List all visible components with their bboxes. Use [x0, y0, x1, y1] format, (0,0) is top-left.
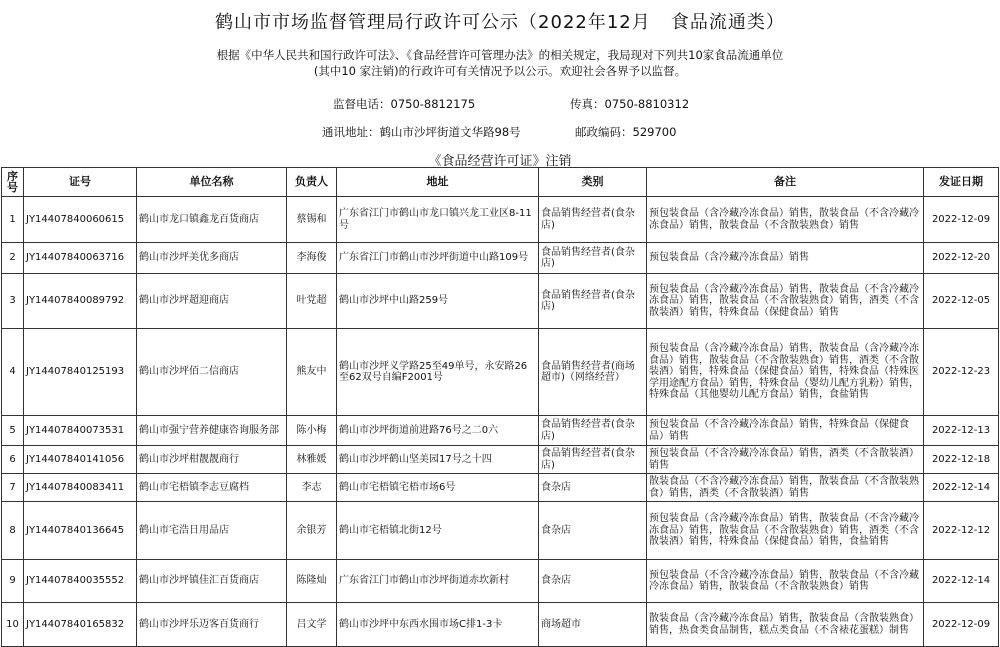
cell-seq: 9	[2, 560, 24, 603]
postcode-value: 529700	[632, 125, 677, 139]
cell-cert: JY14407840089792	[24, 274, 137, 329]
section-subtitle: 《食品经营许可证》注销	[428, 154, 572, 169]
cell-category: 食品销售经营者(食杂店)	[539, 274, 647, 329]
cell-date: 2022-12-14	[924, 560, 999, 603]
cell-address: 广东省江门市鹤山市沙坪街道中山路109号	[337, 243, 539, 274]
cell-remark: 预包装食品（不含冷藏冷冻食品）销售，散装食品（不含冷藏冷冻食品）销售，散装食品（不含散装熟食）销售	[647, 560, 924, 603]
cell-remark: 预包装食品（不含冷藏冷冻食品）销售，酒类（不含散装酒）销售	[647, 446, 924, 474]
cell-person: 陈小梅	[287, 416, 337, 446]
table-row	[2, 329, 999, 416]
cell-address: 鹤山市沙坪中东西水围市场C排1-3卡	[337, 603, 539, 647]
cell-category: 食品销售经营者(食杂店)	[539, 197, 647, 243]
cell-cert: JY14407840063716	[24, 243, 137, 274]
cell-unit: 鹤山市沙坪佰二信商店	[137, 329, 287, 416]
header-unit: 单位名称	[137, 168, 287, 197]
cell-person: 熊友中	[287, 329, 337, 416]
cell-cert: JY14407840060615	[24, 197, 137, 243]
cell-date: 2022-12-14	[924, 474, 999, 502]
cell-remark: 预包装食品（含冷藏冷冻食品）销售，散装食品（不含冷藏冷冻食品）销售，散装食品（不含散装熟食）销售，酒类（不含散装酒）销售，特殊食品（保健食品）销售，食盐销售	[647, 502, 924, 560]
cell-category: 食品销售经营者(食杂店)	[539, 243, 647, 274]
cell-seq: 1	[2, 197, 24, 243]
cell-date: 2022-12-12	[924, 502, 999, 560]
cell-cert: JY14407840125193	[24, 329, 137, 416]
cell-unit: 鹤山市龙口镇鑫龙百货商店	[137, 197, 287, 243]
address-value: 鹤山市沙坪街道文华路98号	[379, 125, 521, 139]
header-remark: 备注	[647, 168, 924, 197]
cell-category: 食品销售经营者(食杂店)	[539, 446, 647, 474]
cell-address: 广东省江门市鹤山市龙口镇兴龙工业区8-11号	[337, 197, 539, 243]
cell-address: 鹤山市沙坪街道前进路76号之二0六	[337, 416, 539, 446]
cell-address: 广东省江门市鹤山市沙坪街道赤坎新村	[337, 560, 539, 603]
cell-cert: JY14407840141056	[24, 446, 137, 474]
cell-cert: JY14407840073531	[24, 416, 137, 446]
postcode-label: 邮政编码：	[575, 125, 633, 139]
cell-unit: 鹤山市宅梧镇李志豆腐档	[137, 474, 287, 502]
cell-category: 食品销售经营者(商场超市)（网络经营）	[539, 329, 647, 416]
cell-date: 2022-12-09	[924, 197, 999, 243]
table-row	[2, 197, 999, 243]
header-person: 负责人	[287, 168, 337, 197]
cell-seq: 4	[2, 329, 24, 416]
cell-address: 鹤山市沙坪鹤山坚美园17号之十四	[337, 446, 539, 474]
cell-seq: 8	[2, 502, 24, 560]
cell-cert: JY14407840165832	[24, 603, 137, 647]
cell-person: 李志	[287, 474, 337, 502]
cell-seq: 3	[2, 274, 24, 329]
cell-remark: 预包装食品（含冷藏冷冻食品）销售，散装食品（含冷藏冷冻食品）销售，散装食品（不含散装熟食）销售，酒类（不含散装酒）销售，特殊食品（保健食品）销售，特殊食品（特殊医学用途配方食品）销售，特殊食品（婴幼儿配方乳粉）销售，特殊食品（其他婴幼儿配方食品）销售，食盐销售	[647, 329, 924, 416]
cell-category: 食杂店	[539, 502, 647, 560]
fax-value: 0750-8810312	[604, 97, 690, 111]
header-category: 类别	[539, 168, 647, 197]
cell-cert: JY14407840136645	[24, 502, 137, 560]
intro-line-2: (其中10 家注销)的行政许可有关情况予以公示。欢迎社会各界予以监督。	[313, 64, 687, 78]
address-info	[322, 124, 521, 140]
page-title: 鹤山市市场监督管理局行政许可公示（2022年12月 食品流通类）	[215, 12, 785, 33]
cell-remark: 预包装食品（不含冷藏冷冻食品）销售，特殊食品（保健食品）销售	[647, 416, 924, 446]
cell-unit: 鹤山市强宁营养健康咨询服务部	[137, 416, 287, 446]
header-cert: 证号	[24, 168, 137, 197]
cell-seq: 6	[2, 446, 24, 474]
cell-category: 食杂店	[539, 474, 647, 502]
cell-unit: 鹤山市沙坪柑靓靓商行	[137, 446, 287, 474]
cell-unit: 鹤山市沙坪乐迈客百货商行	[137, 603, 287, 647]
cell-person: 林雅媛	[287, 446, 337, 474]
phone-value: 0750-8812175	[390, 97, 476, 111]
cell-category: 商场超市	[539, 603, 647, 647]
cell-remark: 散装食品（不含冷藏冷冻食品）销售，散装食品（不含散装熟食）销售，酒类（不含散装酒）销售	[647, 474, 924, 502]
phone-label: 监督电话：	[333, 97, 391, 111]
cell-address: 鹤山市沙坪中山路259号	[337, 274, 539, 329]
fax-label: 传真：	[570, 97, 605, 111]
cell-seq: 5	[2, 416, 24, 446]
cell-seq: 2	[2, 243, 24, 274]
cell-person: 吕文学	[287, 603, 337, 647]
cell-category: 食品销售经营者(食杂店)	[539, 416, 647, 446]
cell-cert: JY14407840035552	[24, 560, 137, 603]
table-row	[2, 243, 999, 274]
cell-person: 蔡锡和	[287, 197, 337, 243]
cell-person: 余银芳	[287, 502, 337, 560]
header-seq: 序号	[2, 168, 24, 197]
cell-address: 鹤山市沙坪义学路25至49单号，永安路26至62双号自编F2001号	[337, 329, 539, 416]
table-row	[2, 446, 999, 474]
license-table	[1, 167, 999, 647]
cell-unit: 鹤山市宅浩日用品店	[137, 502, 287, 560]
intro-line-1: 根据《中华人民共和国行政许可法》、《食品经营许可管理办法》的相关规定，我局现对下列共10家食品流通单位	[216, 48, 784, 62]
table-header-row	[2, 168, 999, 197]
header-address: 地址	[337, 168, 539, 197]
table-row	[2, 502, 999, 560]
cell-person: 陈隆灿	[287, 560, 337, 603]
intro-text	[60, 47, 940, 79]
cell-remark: 散装食品（含冷藏冷冻食品）销售，散装食品（含散装熟食）销售，热食类食品制售，糕点类食品（不含裱花蛋糕）制售	[647, 603, 924, 647]
cell-date: 2022-12-23	[924, 329, 999, 416]
cell-unit: 鹤山市沙坪超迎商店	[137, 274, 287, 329]
cell-remark: 预包装食品（含冷藏冷冻食品）销售，散装食品（不含冷藏冷冻食品）销售，散装食品（不含散装熟食）销售	[647, 197, 924, 243]
table-row	[2, 474, 999, 502]
postcode-info	[575, 124, 676, 140]
cell-cert: JY14407840083411	[24, 474, 137, 502]
cell-date: 2022-12-18	[924, 446, 999, 474]
cell-person: 叶党超	[287, 274, 337, 329]
cell-person: 李海俊	[287, 243, 337, 274]
cell-date: 2022-12-20	[924, 243, 999, 274]
cell-unit: 鹤山市沙坪美优多商店	[137, 243, 287, 274]
cell-remark: 预包装食品（含冷藏冷冻食品）销售，散装食品（不含冷藏冷冻食品）销售，散装食品（不含散装熟食）销售，酒类（不含散装酒）销售，特殊食品（保健食品）销售	[647, 274, 924, 329]
address-label: 通讯地址：	[322, 125, 380, 139]
phone-info	[333, 96, 475, 112]
cell-date: 2022-12-09	[924, 603, 999, 647]
table-row	[2, 560, 999, 603]
cell-address: 鹤山市宅梧镇宅梧市场6号	[337, 474, 539, 502]
cell-remark: 预包装食品（含冷藏冷冻食品）销售	[647, 243, 924, 274]
table-row	[2, 416, 999, 446]
cell-unit: 鹤山市沙坪镇佳汇百货商店	[137, 560, 287, 603]
cell-address: 鹤山市宅梧镇北街12号	[337, 502, 539, 560]
cell-category: 食杂店	[539, 560, 647, 603]
table-row	[2, 274, 999, 329]
fax-info	[570, 96, 689, 112]
cell-date: 2022-12-05	[924, 274, 999, 329]
cell-seq: 10	[2, 603, 24, 647]
cell-date: 2022-12-13	[924, 416, 999, 446]
cell-seq: 7	[2, 474, 24, 502]
header-date: 发证日期	[924, 168, 999, 197]
